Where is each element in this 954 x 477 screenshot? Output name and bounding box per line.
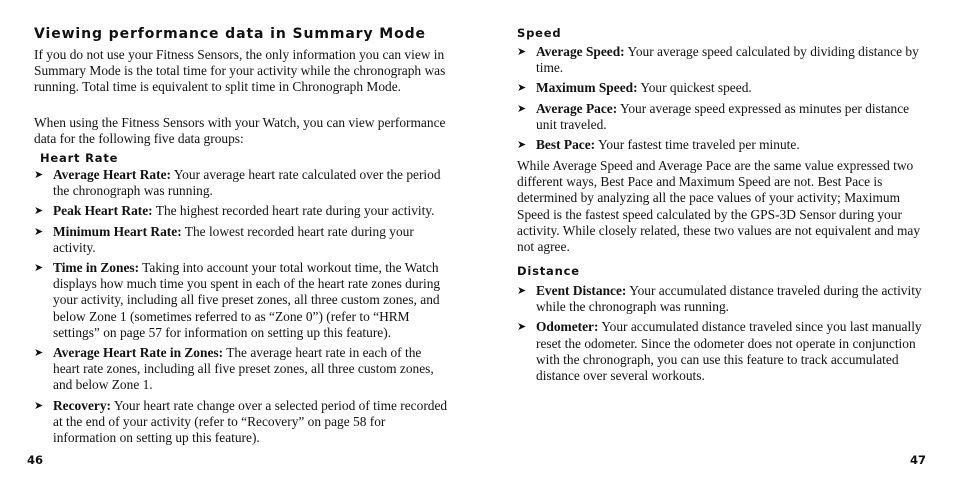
arrow-bullet-icon: ➤: [34, 347, 44, 360]
item-term: Average Heart Rate:: [53, 167, 171, 182]
speed-list: [517, 44, 931, 157]
arrow-bullet-icon: ➤: [517, 102, 527, 115]
intro-paragraph-1: If you do not use your Fitness Sensors, the only information you can view in Summary Mode is the total time for your activity while the chronograph was running. Total time is equivalent to split time in Chronograph Mode.: [34, 47, 446, 95]
item-text: The lowest recorded heart rate during your activity.: [53, 223, 414, 255]
intro-paragraph-2: When using the Fitness Sensors with your Watch, you can view performance data for the following five data groups:: [34, 115, 446, 147]
distance-heading: Distance: [517, 264, 580, 278]
page-number-left: 46: [27, 453, 44, 467]
list-item: [517, 319, 931, 384]
list-item: [34, 224, 450, 256]
item-term: Average Pace:: [536, 100, 618, 116]
item-text: Your accumulated distance traveled since you last manually reset the odometer. Since the odometer does not operate in conjunction with the chronograph, you can use this feature to track accumulated distance over several workouts.: [536, 319, 922, 384]
item-term: Peak Heart Rate:: [53, 203, 153, 219]
list-item: [34, 260, 450, 341]
list-item: [517, 101, 931, 133]
item-text: Your heart rate change over a selected period of time recorded at the end of your activity (refer to “Recovery” on page 58 for information on setting up this feature).: [53, 397, 448, 446]
page-number-right: 47: [910, 453, 927, 467]
list-item: [34, 345, 450, 394]
arrow-bullet-icon: ➤: [517, 139, 527, 152]
speed-note-paragraph: While Average Speed and Average Pace are the same value expressed two different ways, Best Pace and Maximum Speed are not. Best Pace is determined by analyzing all the pace values of your activity; Maximum Speed is the fastest speed calculated by the GPS-3D Sensor during your activity. While closely related, these two values are not equivalent and may not agree.: [517, 158, 921, 255]
arrow-bullet-icon: ➤: [34, 262, 44, 275]
list-item: [34, 203, 450, 219]
item-text: The highest recorded heart rate during your activity.: [155, 203, 435, 219]
list-item: [517, 44, 931, 76]
item-term: Average Heart Rate in Zones:: [53, 345, 224, 361]
item-term: Time in Zones:: [53, 260, 140, 276]
section-heading: Viewing performance data in Summary Mode: [34, 26, 426, 42]
item-text: Your average speed calculated by dividing distance by time.: [536, 44, 919, 76]
item-text: Your quickest speed.: [640, 80, 752, 96]
item-text: Your average speed expressed as minutes per distance unit traveled.: [536, 100, 910, 132]
item-text: Your fastest time traveled per minute.: [597, 137, 800, 153]
item-term: Odometer:: [536, 319, 599, 335]
item-term: Minimum Heart Rate:: [53, 223, 182, 239]
list-item: [517, 137, 931, 153]
arrow-bullet-icon: ➤: [517, 82, 527, 95]
arrow-bullet-icon: ➤: [517, 321, 527, 334]
list-item: [517, 80, 931, 96]
arrow-bullet-icon: ➤: [34, 399, 44, 412]
item-term: Best Pace:: [536, 137, 596, 153]
arrow-bullet-icon: ➤: [517, 285, 527, 297]
item-text: Taking into account your total workout time, the Watch displays how much time you spent in each of the heart rate zones during your activity, including all five preset zones, all three custom zones, and below Zone 1 (sometimes referred to as “Zone 0”) (refer to “HRM settings” on page 57 for information on setting up this feature).: [53, 260, 441, 340]
list-item: [34, 398, 450, 447]
speed-heading: Speed: [517, 26, 562, 40]
heart-rate-list: [34, 167, 450, 450]
arrow-bullet-icon: ➤: [34, 205, 44, 218]
item-term: Maximum Speed:: [536, 80, 638, 96]
left-page: [34, 0, 450, 477]
list-item: [34, 167, 450, 199]
arrow-bullet-icon: ➤: [34, 169, 44, 181]
item-term: Event Distance:: [536, 283, 627, 298]
right-page: [517, 0, 931, 477]
list-item: [517, 283, 931, 315]
arrow-bullet-icon: ➤: [34, 225, 44, 238]
item-text: The average heart rate in each of the heart rate zones, including all five preset zones, all three custom zones, and below Zone 1.: [53, 345, 434, 393]
heart-rate-heading: Heart Rate: [40, 151, 119, 165]
distance-list: [517, 283, 931, 388]
arrow-bullet-icon: ➤: [517, 46, 527, 58]
item-term: Recovery:: [53, 397, 111, 413]
item-text: Your average heart rate calculated over the period the chronograph was running.: [53, 167, 441, 199]
item-term: Average Speed:: [536, 44, 625, 59]
item-text: Your accumulated distance traveled during the activity while the chronograph was running.: [536, 283, 922, 315]
